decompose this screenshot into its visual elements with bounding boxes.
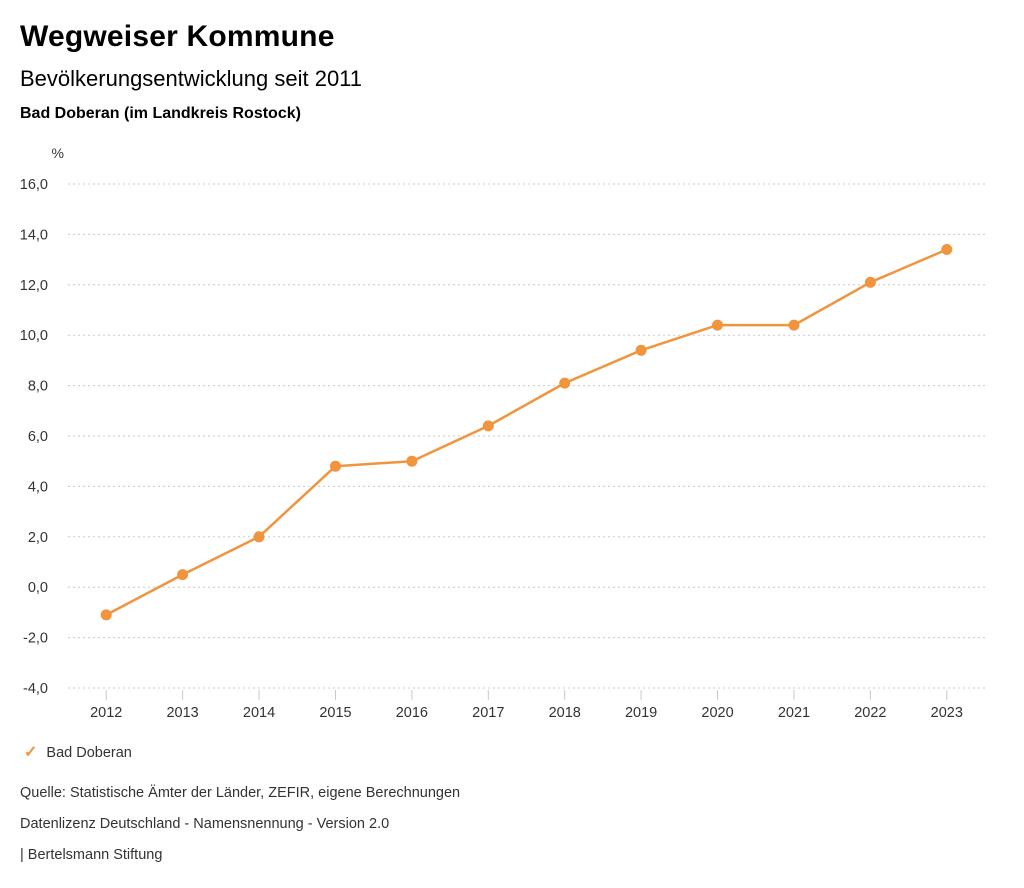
data-point-2019[interactable] — [636, 345, 647, 356]
x-axis-label: 2015 — [319, 705, 352, 721]
chart-subtitle: Bad Doberan (im Landkreis Rostock) — [20, 105, 301, 122]
x-axis-label: 2021 — [777, 705, 811, 721]
data-point-2014[interactable] — [254, 531, 265, 542]
data-point-2021[interactable] — [789, 320, 800, 331]
x-axis-label: 2014 — [242, 705, 276, 721]
y-axis-label: 0,0 — [27, 580, 48, 597]
data-point-2017[interactable] — [483, 420, 494, 431]
x-axis-label: 2017 — [472, 705, 505, 721]
legend-label: Bad Doberan — [46, 745, 132, 761]
x-axis-label: 2020 — [701, 705, 734, 721]
x-axis-label: 2023 — [930, 705, 963, 721]
source-text: Quelle: Statistische Ämter der Länder, ZEFIR, eigene Berechnungen — [20, 785, 461, 801]
x-axis-label: 2012 — [90, 705, 123, 721]
y-axis-label: 2,0 — [27, 529, 48, 546]
attribution-text: | Bertelsmann Stiftung — [20, 847, 163, 863]
y-axis-label: 16,0 — [19, 177, 48, 193]
x-axis-label: 2022 — [854, 705, 887, 721]
data-point-2020[interactable] — [712, 320, 723, 331]
series-line — [106, 250, 947, 615]
data-point-2023[interactable] — [941, 244, 952, 255]
y-axis-label: 6,0 — [27, 429, 48, 445]
y-axis-label: 14,0 — [19, 227, 48, 244]
data-point-2022[interactable] — [865, 277, 876, 288]
x-axis-label: 2018 — [548, 705, 581, 721]
legend-item-bad-doberan[interactable] — [24, 744, 132, 762]
y-axis-label: 4,0 — [27, 479, 48, 496]
y-axis-label: -2,0 — [23, 630, 48, 647]
license-text: Datenlizenz Deutschland - Namensnennung - Version 2.0 — [20, 816, 390, 832]
app-title: Wegweiser Kommune — [20, 20, 335, 53]
data-point-2018[interactable] — [559, 378, 570, 389]
y-axis-label: 10,0 — [19, 328, 48, 345]
y-axis-label: 12,0 — [19, 277, 48, 294]
y-axis-unit-label: % — [51, 145, 64, 161]
chart-title: Bevölkerungsentwicklung seit 2011 — [20, 66, 363, 91]
legend-check-icon: ✓ — [24, 744, 38, 761]
data-point-2012[interactable] — [101, 609, 112, 620]
x-axis-label: 2019 — [624, 705, 658, 721]
y-axis-label: 8,0 — [27, 378, 48, 395]
data-point-2015[interactable] — [330, 461, 341, 472]
data-point-2013[interactable] — [177, 569, 188, 580]
x-axis-label: 2016 — [395, 705, 429, 721]
data-point-2016[interactable] — [406, 456, 417, 467]
x-axis-label: 2013 — [166, 705, 199, 721]
y-axis-label: -4,0 — [23, 681, 48, 697]
